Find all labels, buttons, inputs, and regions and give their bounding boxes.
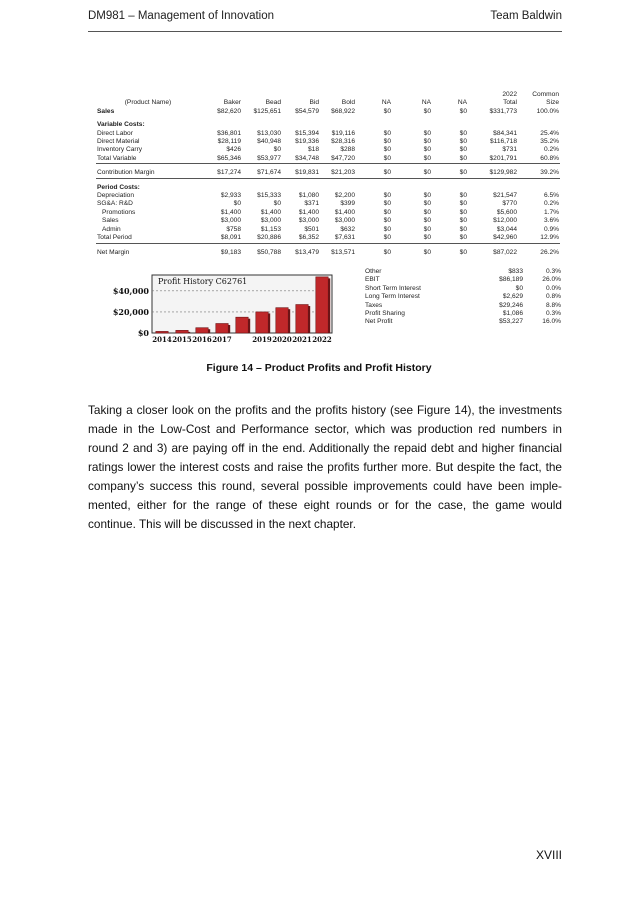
statement-cell: $71,674 — [242, 169, 282, 178]
summary-label: Other — [365, 268, 382, 275]
chart-bar — [296, 305, 308, 333]
statement-cell: $0 — [459, 192, 467, 200]
summary-row — [365, 276, 561, 284]
summary-label: Profit Sharing — [365, 310, 405, 318]
summary-percent: 0.0% — [545, 284, 561, 292]
statement-cell: $0 — [423, 225, 431, 233]
statement-row — [96, 130, 560, 138]
statement-cell: $129,982 — [468, 169, 518, 178]
statement-cell: $331,773 — [489, 107, 517, 115]
summary-percent: 26.0% — [542, 276, 561, 284]
statement-cell: $116,718 — [489, 138, 517, 146]
statement-cell: 1.7% — [543, 208, 559, 216]
chart-bar — [176, 330, 188, 333]
summary-label: Long Term Interest — [365, 293, 420, 301]
statement-row-label: Promotions — [102, 208, 136, 216]
chart-y-tick-label: $40,000 — [112, 285, 149, 296]
statement-cell: $731 — [502, 146, 517, 154]
chart-x-tick-label: 2020 — [272, 335, 292, 344]
statement-cell: $758 — [226, 225, 241, 233]
statement-cell: $0 — [383, 208, 391, 216]
statement-row-label: Depreciation — [97, 192, 135, 200]
statement-cell: $0 — [383, 248, 391, 256]
statement-cell: $13,030 — [257, 129, 281, 137]
statement-cell: $0 — [432, 155, 468, 164]
statement-cell: $0 — [423, 107, 431, 115]
statement-row — [96, 169, 560, 178]
statement-cell: $0 — [356, 155, 392, 164]
chart-bar — [316, 277, 328, 333]
statement-cell: $19,831 — [282, 169, 320, 178]
statement-cell: $0 — [432, 169, 468, 178]
statement-row-label: SG&A: R&D — [97, 200, 133, 208]
statement-row — [96, 121, 560, 129]
statement-cell: $0 — [459, 146, 467, 154]
statement-cell: $15,333 — [257, 192, 281, 200]
profit-history-chart-svg — [110, 269, 340, 349]
statement-cell: $12,000 — [493, 217, 517, 225]
chart-bar-shadow — [288, 309, 290, 333]
header-divider — [88, 31, 562, 32]
statement-row-label: Direct Material — [97, 138, 140, 146]
chart-x-tick-label: 2022 — [312, 335, 332, 344]
chart-x-tick-label: 2015 — [172, 335, 192, 344]
chart-y-tick-label: $0 — [137, 328, 149, 338]
statement-col-header: NA — [381, 99, 391, 107]
statement-cell: $0 — [356, 234, 392, 243]
chart-bar-shadow — [208, 329, 210, 333]
summary-value: $0 — [515, 284, 523, 292]
statement-row — [96, 184, 560, 192]
statement-cell: $1,400 — [334, 208, 355, 216]
statement-cell: $1,153 — [260, 225, 281, 233]
statement-cell: $54,579 — [295, 107, 319, 115]
summary-row — [365, 318, 561, 326]
summary-percent: 0.8% — [545, 293, 561, 301]
statement-cell: $0 — [459, 138, 467, 146]
statement-cell: $84,341 — [493, 129, 517, 137]
statement-cell: 0.9% — [543, 225, 559, 233]
chart-bar — [216, 324, 228, 333]
statement-cell: $28,316 — [331, 138, 355, 146]
statement-cell: $0 — [383, 200, 391, 208]
statement-cell: $34,748 — [282, 155, 320, 164]
statement-cell: $632 — [340, 225, 355, 233]
summary-label: Net Profit — [365, 318, 393, 326]
chart-bar-shadow — [168, 333, 170, 334]
statement-row-label: Period Costs: — [97, 183, 140, 191]
statement-cell: 12.9% — [518, 234, 560, 243]
chart-x-tick-label: 2014 — [152, 335, 172, 344]
statement-cell: $0 — [423, 248, 431, 256]
statement-cell: $0 — [459, 107, 467, 115]
figure-caption: Figure 14 – Product Profits and Profit History — [206, 362, 432, 374]
summary-value: $29,246 — [499, 301, 523, 309]
statement-cell: 0.2% — [543, 146, 559, 154]
summary-value: $1,086 — [502, 310, 523, 318]
statement-row-label: Admin — [102, 225, 121, 233]
summary-row — [365, 285, 561, 293]
statement-cell: $9,183 — [220, 248, 241, 256]
statement-col-header: Bold — [341, 99, 355, 107]
statement-cell: $19,116 — [331, 129, 355, 137]
statement-cell: $0 — [459, 200, 467, 208]
chart-bar-shadow — [248, 319, 250, 333]
statement-cell: $0 — [423, 129, 431, 137]
statement-cell: $3,000 — [260, 217, 281, 225]
statement-cell: $0 — [423, 146, 431, 154]
statement-row-label: Total Period — [96, 234, 200, 243]
statement-row — [96, 155, 560, 164]
statement-cell: 39.2% — [518, 169, 560, 178]
statement-row-label: Net Margin — [97, 248, 130, 256]
chart-bar — [196, 328, 208, 333]
statement-cell: 35.2% — [540, 138, 559, 146]
chart-bar-shadow — [228, 325, 230, 333]
statement-col-header: Common Size — [532, 91, 559, 107]
statement-row — [96, 217, 560, 225]
statement-cell: $28,119 — [217, 138, 241, 146]
statement-cell: $19,336 — [295, 138, 319, 146]
statement-cell: 6.5% — [543, 192, 559, 200]
statement-cell: $21,547 — [493, 192, 517, 200]
statement-cell: $3,000 — [298, 217, 319, 225]
statement-cell: 0.2% — [543, 200, 559, 208]
statement-cell: $0 — [392, 234, 432, 243]
chart-x-tick-label: 2021 — [292, 335, 312, 344]
statement-cell: 3.6% — [543, 217, 559, 225]
statement-cell: $5,600 — [496, 208, 517, 216]
chart-y-tick-label: $20,000 — [112, 306, 149, 317]
profit-summary — [365, 268, 561, 327]
statement-cell: 60.8% — [518, 155, 560, 164]
statement-cell: $2,200 — [334, 192, 355, 200]
statement-cell: $0 — [423, 192, 431, 200]
statement-cell: $0 — [383, 138, 391, 146]
statement-row — [96, 192, 560, 200]
statement-row — [96, 209, 560, 217]
income-statement — [96, 91, 560, 257]
statement-cell: $0 — [423, 200, 431, 208]
statement-cell: $3,000 — [334, 217, 355, 225]
chart-bar — [276, 308, 288, 333]
statement-cell: $0 — [432, 234, 468, 243]
summary-label: EBIT — [365, 276, 380, 284]
statement-row-label: Sales — [102, 217, 119, 225]
statement-header-row — [96, 91, 560, 108]
statement-row — [96, 200, 560, 208]
statement-cell: $6,352 — [282, 234, 320, 243]
summary-label: Short Term Interest — [365, 284, 421, 292]
chart-x-tick-label: 2019 — [252, 335, 272, 344]
statement-col-header: Bid — [309, 99, 319, 107]
statement-cell: $3,044 — [496, 225, 517, 233]
statement-cell: $1,400 — [298, 208, 319, 216]
statement-cell: $65,346 — [200, 155, 242, 164]
statement-cell: $1,400 — [260, 208, 281, 216]
statement-cell: $8,091 — [200, 234, 242, 243]
statement-col-header: 2022 Total — [502, 91, 517, 107]
statement-cell: $0 — [383, 146, 391, 154]
statement-cell: $47,720 — [320, 155, 356, 164]
statement-cell: $399 — [340, 200, 355, 208]
statement-cell: 26.2% — [540, 248, 559, 256]
statement-cell: $40,948 — [257, 138, 281, 146]
chart-bar-shadow — [188, 332, 190, 333]
statement-cell: $2,933 — [220, 192, 241, 200]
statement-cell: $82,620 — [217, 107, 241, 115]
statement-cell: $15,394 — [295, 129, 319, 137]
summary-percent: 16.0% — [542, 318, 561, 326]
statement-cell: $0 — [423, 217, 431, 225]
summary-row — [365, 302, 561, 310]
statement-cell: $7,631 — [320, 234, 356, 243]
statement-row-label: Sales — [97, 107, 115, 115]
statement-cell: $3,000 — [220, 217, 241, 225]
summary-percent: 0.3% — [545, 310, 561, 318]
statement-cell: $0 — [383, 192, 391, 200]
statement-cell: $0 — [273, 146, 281, 154]
chart-bar — [156, 331, 168, 333]
statement-cell: $0 — [459, 217, 467, 225]
statement-cell: $0 — [459, 129, 467, 137]
statement-cell: $68,922 — [331, 107, 355, 115]
chart-x-tick-label: 2017 — [212, 335, 232, 344]
summary-row — [365, 310, 561, 318]
statement-cell: $0 — [459, 225, 467, 233]
statement-row — [96, 226, 560, 234]
statement-cell: $0 — [383, 217, 391, 225]
statement-cell: $87,022 — [493, 248, 517, 256]
statement-cell: $0 — [383, 129, 391, 137]
statement-cell: $18 — [307, 146, 319, 154]
statement-cell: $0 — [459, 208, 467, 216]
statement-cell: $1,400 — [220, 208, 241, 216]
statement-col-header: NA — [457, 99, 467, 107]
summary-value: $86,189 — [499, 276, 523, 284]
statement-cell: $0 — [423, 138, 431, 146]
statement-col-header: (Product Name) — [124, 99, 172, 107]
chart-x-tick-label: 2016 — [192, 335, 212, 344]
statement-cell: 100.0% — [536, 107, 559, 115]
statement-cell: $0 — [233, 200, 241, 208]
statement-cell: $288 — [340, 146, 355, 154]
chart-bar — [236, 317, 248, 333]
statement-col-header: Baker — [223, 99, 241, 107]
statement-row — [96, 249, 560, 257]
summary-percent: 8.8% — [545, 301, 561, 309]
statement-cell: 25.4% — [540, 129, 559, 137]
statement-cell: $13,571 — [331, 248, 355, 256]
statement-row-label: Total Variable — [96, 155, 200, 164]
statement-row — [96, 234, 560, 243]
statement-row — [96, 146, 560, 154]
statement-cell: $21,203 — [320, 169, 356, 178]
statement-cell: $0 — [423, 208, 431, 216]
statement-cell: $50,788 — [257, 248, 281, 256]
summary-value: $53,227 — [499, 318, 523, 326]
profit-history-chart — [110, 269, 340, 349]
body-paragraph: Taking a closer look on the profits and the profits history (see Figure 14), the investments made in the Low-Cost and Performance sector, which was production red numbers in round 2 and 3) are paying off in the end. Additionally the repaid debt and higher financial ratings lower the interest costs and raise the profits further more. But despite the fact, the company’s success this round, several possible improvements could have been imple-mented, either for the range of these eight rounds or for the case, the game would continue. This will be discussed in the next chapter. — [88, 403, 562, 531]
statement-cell: $17,274 — [200, 169, 242, 178]
statement-cell: $426 — [226, 146, 241, 154]
summary-label: Taxes — [365, 301, 383, 309]
statement-cell: $0 — [392, 155, 432, 164]
statement-cell: $0 — [356, 169, 392, 178]
statement-row-label: Direct Labor — [97, 129, 133, 137]
statement-cell: $53,977 — [242, 155, 282, 164]
statement-cell: $0 — [383, 107, 391, 115]
chart-bar-shadow — [268, 313, 270, 333]
chart-bar — [256, 312, 268, 333]
statement-cell: $371 — [304, 200, 319, 208]
summary-percent: 0.3% — [545, 268, 561, 275]
statement-cell: $36,801 — [217, 129, 241, 137]
statement-cell: $125,651 — [253, 107, 281, 115]
statement-cell: $13,479 — [295, 248, 319, 256]
statement-row — [96, 108, 560, 116]
header-team-name: Team Baldwin — [490, 10, 562, 22]
chart-bar-shadow — [308, 306, 310, 333]
statement-cell: $0 — [392, 169, 432, 178]
statement-cell: $20,886 — [242, 234, 282, 243]
statement-col-header: NA — [421, 99, 431, 107]
statement-row-label: Contribution Margin — [96, 169, 200, 178]
summary-row — [365, 268, 561, 276]
page-number: XVIII — [535, 848, 562, 862]
statement-cell: $0 — [459, 248, 467, 256]
statement-row-label: Variable Costs: — [97, 121, 145, 129]
statement-row — [96, 138, 560, 146]
summary-value: $2,629 — [502, 293, 523, 301]
income-statement-table — [96, 91, 560, 257]
statement-cell: $770 — [502, 200, 517, 208]
statement-cell: $501 — [304, 225, 319, 233]
statement-col-header: Bead — [265, 99, 281, 107]
statement-cell: $0 — [383, 225, 391, 233]
summary-value: $833 — [508, 268, 523, 275]
statement-cell: $201,791 — [468, 155, 518, 164]
statement-row-label: Inventory Carry — [97, 146, 143, 154]
statement-cell: $42,960 — [468, 234, 518, 243]
summary-row — [365, 293, 561, 301]
statement-cell: $1,080 — [298, 192, 319, 200]
chart-title: Profit History C62761 — [158, 277, 248, 286]
statement-cell: $0 — [273, 200, 281, 208]
header-course-title: DM981 – Management of Innovation — [88, 10, 275, 22]
chart-bar-shadow — [328, 278, 330, 333]
